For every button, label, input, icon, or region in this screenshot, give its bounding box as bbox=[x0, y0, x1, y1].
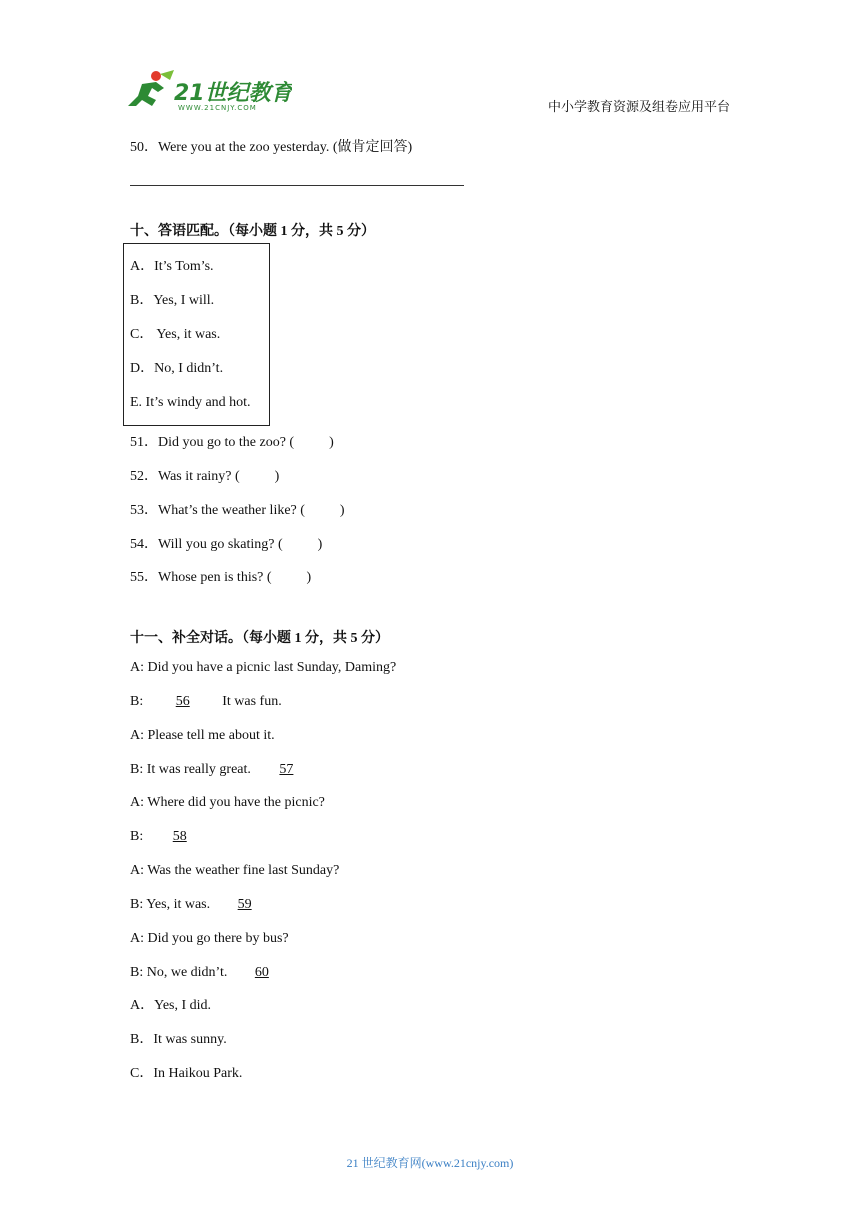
option-a: A．It’s Tom’s. bbox=[130, 259, 214, 274]
question-55: 55．Whose pen is this? ( ) bbox=[130, 570, 312, 585]
question-50: 50．Were you at the zoo yesterday. (做肯定回答) bbox=[130, 140, 413, 155]
dialogue-option-c: C．In Haikou Park. bbox=[130, 1066, 243, 1081]
dialogue-line bbox=[130, 794, 325, 812]
blank-59[interactable]: 59 bbox=[237, 897, 252, 912]
dialogue-text: B: No, we didn’t. bbox=[130, 965, 231, 980]
svg-text:WWW.21CNJY.COM: WWW.21CNJY.COM bbox=[178, 104, 257, 112]
dialogue-text: B: It was really great. bbox=[130, 762, 255, 777]
dialogue-line bbox=[130, 727, 275, 745]
question-51: 51．Did you go to the zoo? ( ) bbox=[130, 435, 334, 450]
dialogue-line bbox=[130, 828, 213, 846]
question-52: 52．Was it rainy? ( ) bbox=[130, 469, 280, 484]
section-10-title: 十、答语匹配。（每小题 1 分，共 5 分） bbox=[130, 224, 375, 239]
question-54: 54．Will you go skating? ( ) bbox=[130, 537, 323, 552]
header-platform-text: 中小学教育资源及组卷应用平台 bbox=[548, 99, 731, 114]
site-logo bbox=[122, 68, 292, 114]
question-53: 53．What’s the weather like? ( ) bbox=[130, 503, 345, 518]
blank-56[interactable]: 56 bbox=[175, 694, 190, 709]
blank-60[interactable]: 60 bbox=[254, 965, 269, 980]
dialogue-text: A: Did you have a picnic last Sunday, Daming? bbox=[130, 660, 397, 675]
dialogue-speaker: B: bbox=[130, 829, 147, 844]
answer-line-50[interactable] bbox=[130, 185, 464, 186]
svg-text:21世纪教育: 21世纪教育 bbox=[174, 81, 292, 106]
dialogue-line bbox=[130, 896, 276, 914]
option-b: B．Yes, I will. bbox=[130, 293, 215, 308]
dialogue-option-a: A．Yes, I did. bbox=[130, 998, 212, 1013]
dialogue-speaker: B: bbox=[130, 694, 147, 709]
dialogue-line bbox=[130, 930, 289, 948]
dialogue-text: It was fun. bbox=[218, 694, 282, 709]
dialogue-text: A: Where did you have the picnic? bbox=[130, 795, 325, 810]
dialogue-text: A: Was the weather fine last Sunday? bbox=[130, 863, 340, 878]
dialogue-line bbox=[130, 862, 339, 880]
blank-58[interactable]: 58 bbox=[172, 829, 187, 844]
dialogue-line bbox=[130, 659, 396, 677]
footer-link[interactable]: 21 世纪教育网(www.21cnjy.com) bbox=[346, 1156, 514, 1170]
blank-57[interactable]: 57 bbox=[279, 762, 294, 777]
dialogue-line bbox=[130, 761, 318, 779]
option-d: D．No, I didn’t. bbox=[130, 361, 224, 376]
dialogue-text: B: Yes, it was. bbox=[130, 897, 214, 912]
option-c: C． Yes, it was. bbox=[130, 327, 221, 342]
section-11-title: 十一、补全对话。（每小题 1 分，共 5 分） bbox=[130, 631, 389, 646]
dialogue-line bbox=[130, 964, 293, 982]
dialogue-option-b: B．It was sunny. bbox=[130, 1032, 227, 1047]
option-e: E. It’s windy and hot. bbox=[130, 395, 251, 410]
runner-logo-icon bbox=[122, 68, 292, 114]
dialogue-line bbox=[130, 693, 282, 711]
dialogue-text: A: Did you go there by bus? bbox=[130, 931, 289, 946]
dialogue-text: A: Please tell me about it. bbox=[130, 728, 275, 743]
